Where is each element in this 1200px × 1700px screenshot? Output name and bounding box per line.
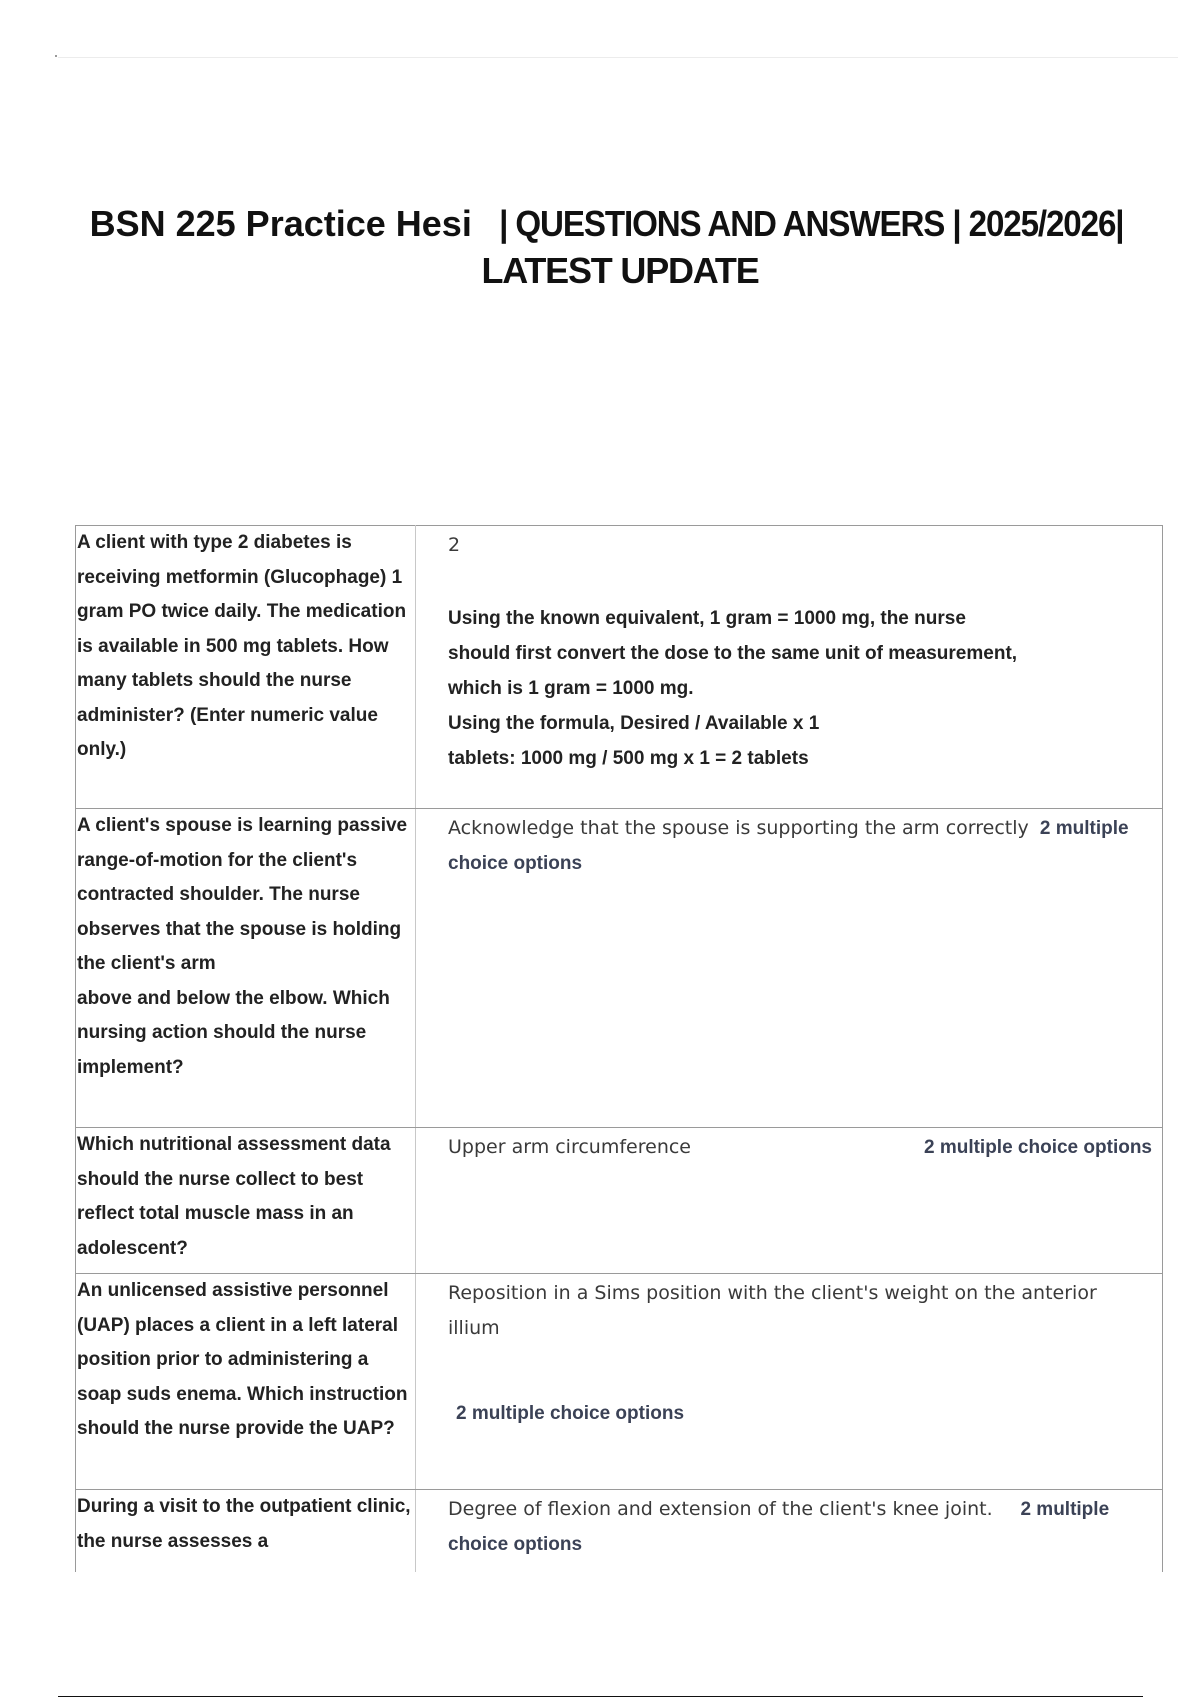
question-text: An unlicensed assistive personnel (UAP) places a client in a left lateral position prior to administering a soap suds enema. Which instruction should the nurse provide the UAP?: [77, 1280, 408, 1439]
question-text: A client's spouse is learning passive range-of-motion for the client's contracted shoulder. The nurse observes that the spouse is holding the client's arm: [77, 815, 408, 974]
table-row: [76, 1274, 1163, 1490]
table-row: [76, 1128, 1163, 1274]
options-link[interactable]: 2 multiple choice options: [923, 1137, 1152, 1158]
question-text-continued: above and below the elbow. Which nursing action should the nurse implement?: [77, 987, 390, 1078]
explanation-line: Using the known equivalent, 1 gram = 1000 mg, the nurse: [448, 608, 966, 629]
question-cell: [76, 809, 416, 1128]
question-text: Which nutritional assessment data should the nurse collect to best reflect total muscle mass in an adolescent?: [77, 1134, 391, 1259]
question-cell: [76, 1128, 416, 1274]
answer-cell: [416, 809, 1163, 1128]
explanation-line: Using the formula, Desired / Available x 1: [448, 713, 820, 734]
options-link[interactable]: 2 multiple choice options: [448, 818, 1129, 874]
table-row: [76, 809, 1163, 1128]
table-row: [76, 1490, 1163, 1572]
table-row: [76, 526, 1163, 809]
explanation-line: which is 1 gram = 1000 mg.: [448, 678, 694, 699]
question-cell: [76, 1274, 416, 1490]
title-course: BSN 225 Practice Hesi: [89, 203, 472, 244]
explanation-line: should first convert the dose to the same unit of measurement,: [448, 643, 1018, 664]
answer-explanation: [448, 601, 1152, 776]
footer-divider: [58, 1696, 1143, 1697]
answer-cell: [416, 526, 1163, 809]
answer-text: 2: [448, 534, 461, 556]
answer-text: Reposition in a Sims position with the client's weight on the anterior illium: [448, 1282, 1097, 1339]
answer-text: Degree of flexion and extension of the client's knee joint.: [448, 1498, 993, 1520]
answer-cell: [416, 1274, 1163, 1490]
explanation-line: tablets: 1000 mg / 500 mg x 1 = 2 tablets: [448, 748, 809, 769]
question-text: During a visit to the outpatient clinic, the nurse assesses a: [77, 1496, 411, 1552]
title-update: LATEST UPDATE: [481, 250, 759, 291]
answer-cell: [416, 1490, 1163, 1572]
answer-text: Acknowledge that the spouse is supporting the arm correctly: [448, 817, 1029, 839]
question-cell: [76, 526, 416, 809]
title-subtitle: | QUESTIONS AND ANSWERS | 2025/2026|: [498, 203, 1124, 244]
answer-text: Upper arm circumference: [448, 1136, 691, 1158]
qa-table: [75, 525, 1163, 1572]
options-link[interactable]: 2 multiple choice options: [448, 1499, 1110, 1555]
question-text: A client with type 2 diabetes is receiving metformin (Glucophage) 1 gram PO twice daily. The medication is available in 500 mg tablets. How many tablets should the nurse administer? (Enter numeric value only.): [77, 532, 407, 760]
header-divider: [58, 57, 1178, 58]
page-corner-mark: [55, 55, 57, 57]
question-cell: [76, 1490, 416, 1572]
answer-cell: [416, 1128, 1163, 1274]
options-link[interactable]: 2 multiple choice options: [456, 1403, 685, 1424]
document-title: [40, 200, 1200, 294]
